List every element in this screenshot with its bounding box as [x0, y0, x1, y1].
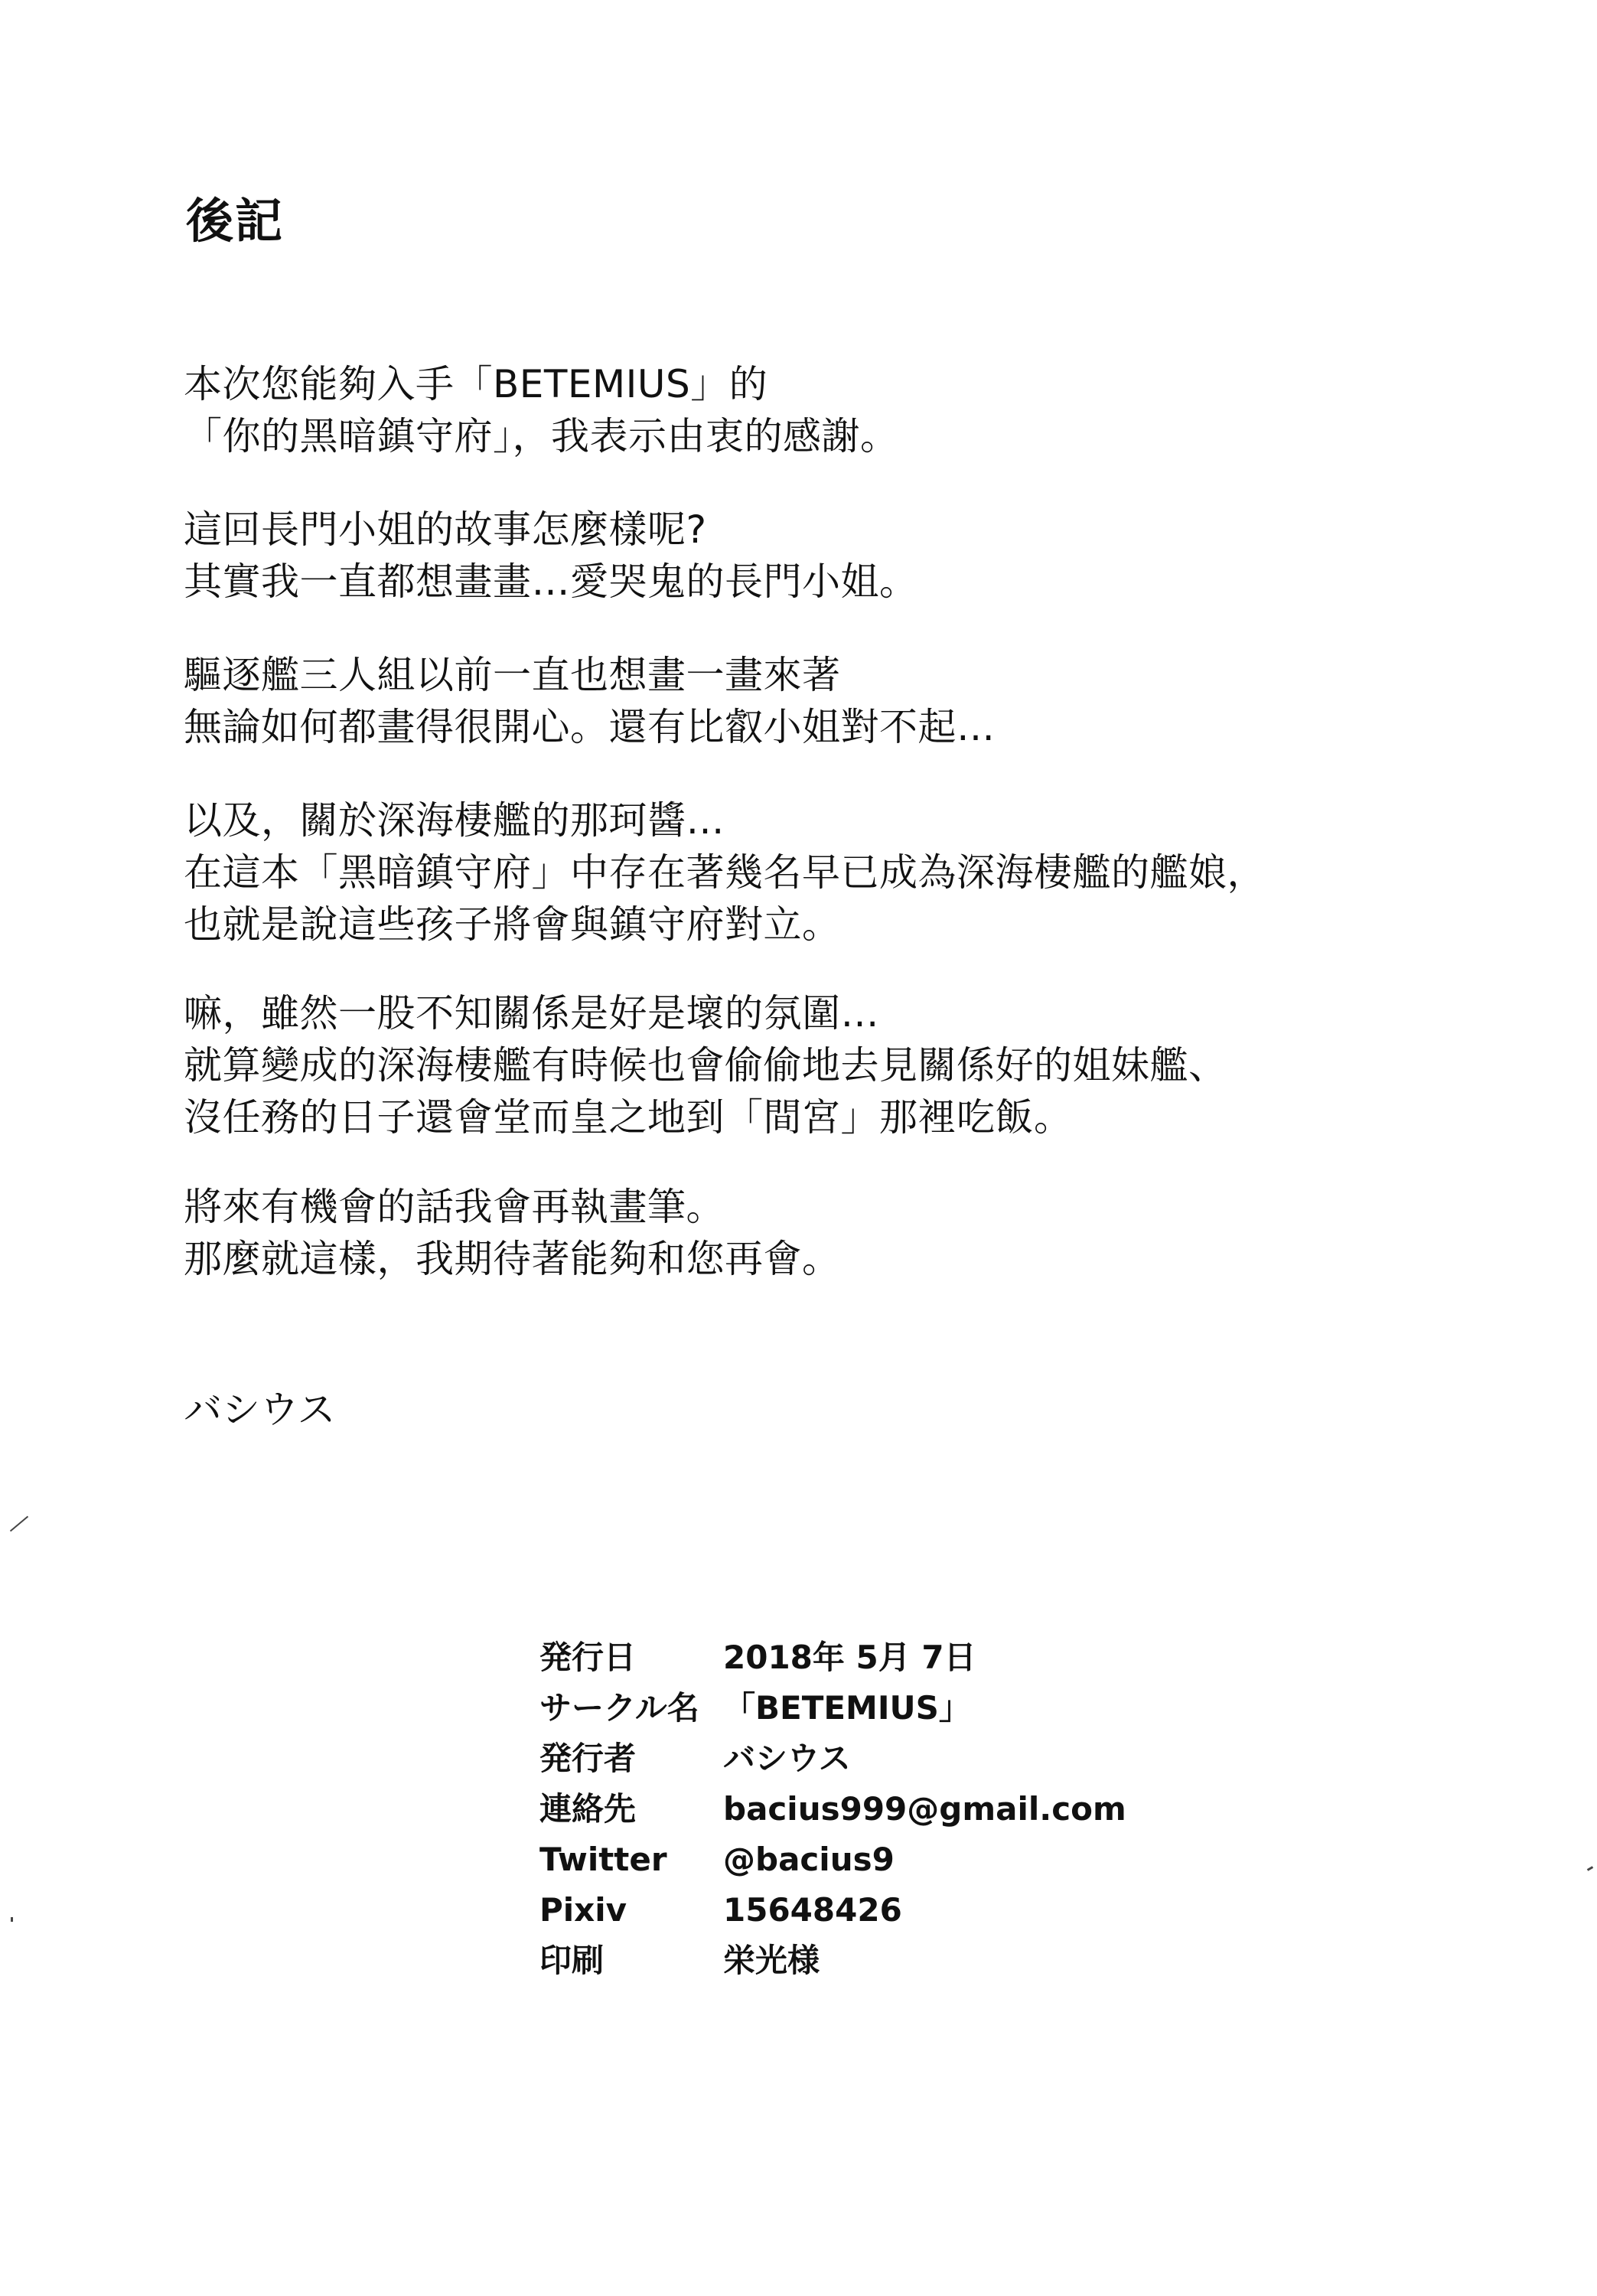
- colophon-row-twitter: [539, 1835, 1126, 1885]
- colophon-value: バシウス: [723, 1740, 851, 1777]
- afterword-paragraph-5: [184, 987, 1227, 1143]
- author-signature: バシウス: [184, 1388, 336, 1432]
- colophon: [539, 1632, 1126, 1986]
- colophon-row-publish-date: [539, 1632, 1126, 1683]
- scan-mark: [11, 1917, 13, 1922]
- paragraph-line: 那麼就這樣，我期待著能夠和您再會。: [184, 1237, 841, 1281]
- paragraph-line: 也就是說這些孩子將會與鎮守府對立。: [184, 902, 841, 947]
- paragraph-line: 本次您能夠入手「BETEMIUS」的: [184, 362, 768, 406]
- colophon-value: 15648426: [723, 1891, 902, 1929]
- colophon-row-circle-name: [539, 1683, 1126, 1733]
- colophon-label: 連絡先: [539, 1790, 637, 1828]
- scan-mark: [10, 1516, 28, 1532]
- colophon-row-printer: [539, 1936, 1126, 1986]
- colophon-row-publisher: [539, 1733, 1126, 1784]
- colophon-label: 発行日: [539, 1639, 637, 1676]
- colophon-label: サークル名: [539, 1689, 699, 1727]
- paragraph-line: 以及，關於深海棲艦的那珂醬…: [184, 798, 725, 843]
- colophon-value: @bacius9: [723, 1841, 895, 1878]
- paragraph-line: 沒任務的日子還會堂而皇之地到「間宮」那裡吃飯。: [184, 1095, 1073, 1140]
- paragraph-line: 這回長門小姐的故事怎麼樣呢?: [184, 507, 707, 552]
- paragraph-line: 在這本「黑暗鎮守府」中存在著幾名早已成為深海棲艦的艦娘，: [184, 850, 1266, 895]
- colophon-label: Twitter: [539, 1841, 667, 1878]
- colophon-value: 栄光様: [723, 1942, 820, 1979]
- afterword-paragraph-1: [184, 358, 899, 462]
- afterword-paragraph-4: [184, 794, 1266, 951]
- paragraph-line: 「你的黑暗鎮守府」，我表示由衷的感謝。: [184, 414, 899, 458]
- colophon-value: bacius999@gmail.com: [723, 1790, 1126, 1828]
- scan-mark: [1587, 1866, 1593, 1871]
- paragraph-line: 其實我一直都想畫畫…愛哭鬼的長門小姐。: [184, 559, 918, 604]
- colophon-row-pixiv: [539, 1885, 1126, 1936]
- afterword-paragraph-3: [184, 649, 996, 753]
- page-title: 後記: [186, 193, 285, 249]
- colophon-row-contact: [539, 1784, 1126, 1835]
- colophon-label: 印刷: [539, 1942, 605, 1979]
- paragraph-line: 嘛，雖然一股不知關係是好是壞的氛圍…: [184, 991, 879, 1035]
- afterword-paragraph-6: [184, 1181, 841, 1285]
- afterword-paragraph-2: [184, 504, 918, 608]
- paragraph-line: 就算變成的深海棲艦有時候也會偷偷地去見關係好的姐妹艦、: [184, 1043, 1227, 1088]
- paragraph-line: 將來有機會的話我會再執畫筆。: [184, 1185, 725, 1229]
- colophon-value: 「BETEMIUS」: [723, 1689, 971, 1727]
- paragraph-line: 無論如何都畫得很開心。還有比叡小姐對不起…: [184, 705, 996, 749]
- colophon-label: Pixiv: [539, 1891, 627, 1929]
- colophon-value: 2018年 5月 7日: [723, 1639, 976, 1676]
- paragraph-line: 驅逐艦三人組以前一直也想畫一畫來著: [184, 653, 841, 697]
- colophon-label: 発行者: [539, 1740, 637, 1777]
